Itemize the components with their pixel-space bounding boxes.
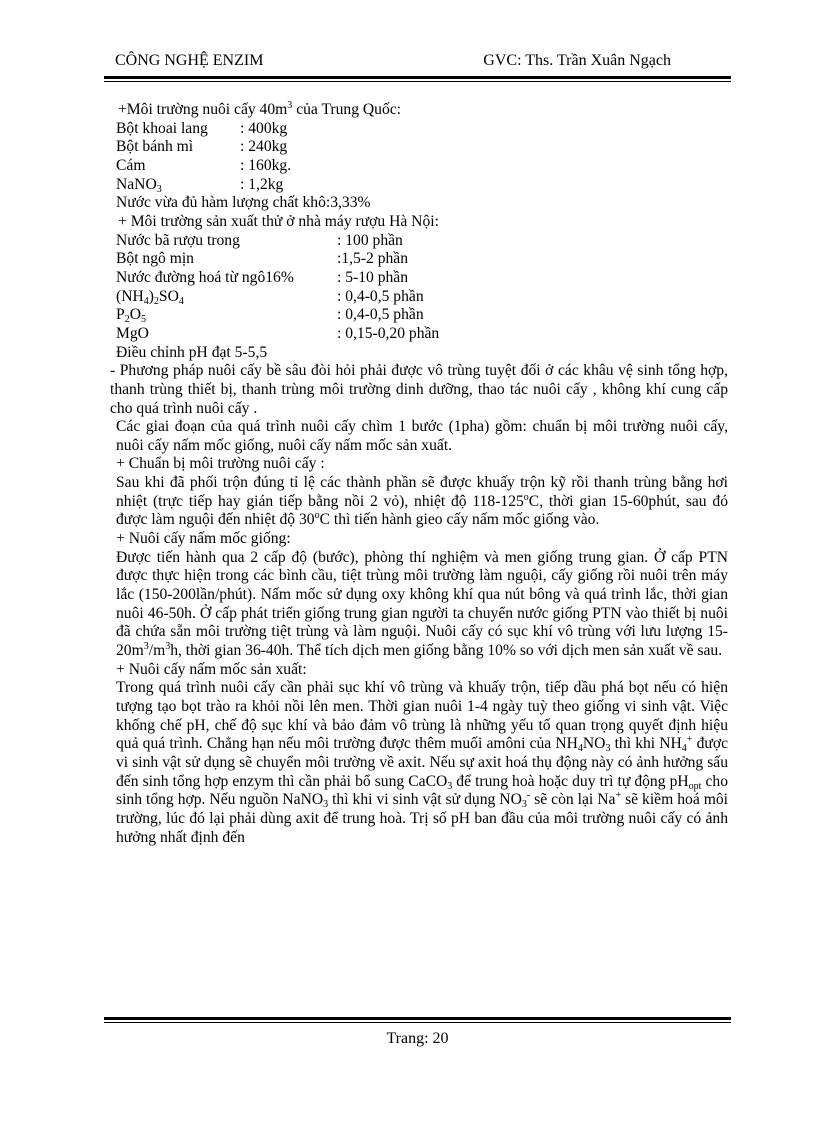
header-lecturer: GVC: Ths. Trần Xuân Ngạch: [483, 52, 671, 69]
media-china-row: NaNO$_3$ : 1,2kg: [116, 175, 284, 195]
page-number: Trang: 20: [386, 1030, 449, 1047]
media-hanoi-row: $(NH_4)_2SO_4$ : 0,4-0,5 phần: [116, 287, 424, 307]
footer-rule-thick: [104, 1017, 731, 1020]
section-heading-prepare-media: + Chuẩn bị môi trường nuôi cấy :: [116, 455, 325, 473]
page-body: [110, 100, 729, 847]
paragraph-method: - Phương pháp nuôi cấy bề sâu đòi hỏi phải được vô trùng tuyệt đối ở các khâu vệ sinh tổng hợp, thanh trùng thiết bị, thanh trùng môi trường dinh dưỡng, thao tác nuôi cấy , không khí cung cấp cho quá trình nuôi cấy .: [110, 362, 728, 417]
media-hanoi-row: Nước đường hoá từ ngô16% : 5-10 phần: [116, 268, 409, 286]
footer-rule-thin: [104, 1022, 731, 1023]
paragraph-prepare-media: Sau khi đã phối trộn đúng tỉ lệ các thành phần sẽ được khuấy trộn kỹ rồi thanh trùng bằng hơi nhiệt (trực tiếp hay gián tiếp bằng nồi 2 vỏ), nhiệt độ 118-125$^o$C, thời gian 15-60phút, sau đó được làm nguội đến nhiệt độ 30$^o$C thì tiến hành gieo cấy nấm mốc giống vào.: [116, 474, 728, 529]
header-rule-thick: [104, 76, 731, 79]
media-china-title: +Môi trường nuôi cấy $40m^3$ của Trung Quốc:: [118, 100, 402, 118]
header-course-title: CÔNG NGHỆ ENZIM: [115, 52, 264, 69]
section-heading-production-culture: + Nuôi cấy nấm mốc sản xuất:: [116, 660, 307, 678]
media-china-water: Nước vừa đủ hàm lượng chất khô:3,33%: [116, 194, 371, 212]
media-hanoi-row: Bột ngô mịn :1,5-2 phần: [116, 250, 409, 268]
paragraph-production-culture: Trong quá trình nuôi cấy cần phải sục khí vô trùng và khuấy trộn, tiếp dầu phá bọt nếu có hiện tượng tạo bọt trào ra khỏi nồi lên men. Thời gian nuôi 1-4 ngày tuỳ theo giống vi sinh vật. Việc khống chế pH, chế độ sục khí và bảo đảm vô trùng là những yếu tố quan trọng quyết định hiệu quả quá trình. Chẳng hạn nếu môi trường được thêm muối amôni của $NH_4NO_3$ thì khi $NH_4^+$ được vi sinh vật sử dụng sẽ chuyển môi trường về axit. Nếu sự axit hoá thụ động này có ảnh hưởng sấu đến sinh tổng hợp enzym thì cần phải bổ sung CaCO$_3$ để trung hoà hoặc duy trì tự động $pH_{opt}$ cho sinh tổng hợp. Nếu nguồn NaNO$_3$ thì khi vi sinh vật sử dụng $NO_3^-$ sẽ còn lại Na+ sẽ kiềm hoá môi trường, lúc đó lại phải dùng axit để trung hoà. Trị số pH ban đầu của môi trường nuôi cấy có ảnh hưởng nhất định đến: [116, 679, 729, 846]
section-heading-seed-culture: + Nuôi cấy nấm mốc giống:: [116, 530, 291, 548]
media-hanoi-title: + Môi trường sản xuất thử ở nhà máy rượu Hà Nội:: [118, 212, 439, 230]
media-hanoi-row: MgO : 0,15-0,20 phần: [116, 324, 440, 342]
media-hanoi-row: Nước bã rượu trong : 100 phần: [116, 231, 403, 249]
paragraph-stages: Các giai đoạn của quá trình nuôi cấy chìm 1 bước (1pha) gồm: chuẩn bị môi trường nuôi cấy, nuôi cấy nấm mốc giống, nuôi cấy nấm mốc sản xuất.: [116, 418, 728, 454]
header-rule-thin: [104, 81, 731, 82]
paragraph-seed-culture: Được tiến hành qua 2 cấp độ (bước), phòng thí nghiệm và men giống trung gian. Ở cấp PTN được thực hiện trong các bình cầu, tiệt trùng môi trường làm nguội, cấy giống rồi nuôi trên máy lắc (150-200lần/phút). Nấm mốc sử dụng oxy không khí qua nút bông và quá trình lắc, thời gian nuôi 46-50h. Ở cấp phát triển giống trung gian người ta chuyển nước giống PTN vào thiết bị nuôi đã chứa sẵn môi trường tiệt trùng và làm nguội. Nuôi cấy có sục khí vô trùng với lưu lượng $15-20m^3/m^3h$, thời gian 36-40h. Thể tích dịch men giống bằng 10% so với dịch men sản xuất về sau.: [116, 548, 728, 660]
media-hanoi-row: $P_2O_5$ : 0,4-0,5 phần: [116, 306, 424, 326]
page-header: [104, 50, 731, 76]
media-china-row: Bột khoai lang : 400kg: [116, 119, 288, 137]
media-hanoi-ph: Điều chỉnh pH đạt 5-5,5: [116, 343, 268, 361]
media-china-row: Cám : 160kg.: [116, 156, 292, 174]
media-china-row: Bột bánh mì : 240kg: [116, 138, 288, 156]
